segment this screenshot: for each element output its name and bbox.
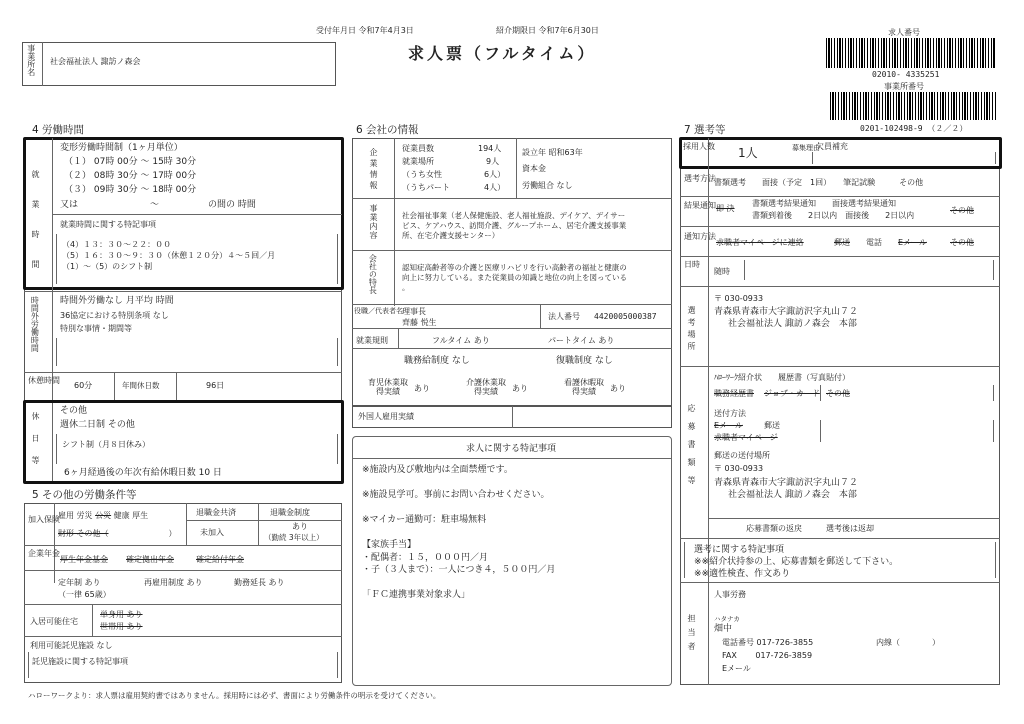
footer-note: ハローワークより：求人票は雇用契約書ではありません。採用時には必ず、書面により労働条件の明示を受けてください。 — [28, 691, 441, 700]
notify-mypage: 求職者マイページに連絡 — [716, 238, 804, 247]
childcare: 利用可能託児施設 なし — [30, 641, 113, 650]
send-email: Eメール — [714, 421, 743, 430]
shift-between: の間の 時間 — [208, 200, 256, 210]
docs-other: その他 — [826, 389, 850, 398]
send-destination: 郵送の送付場所 — [714, 451, 770, 460]
hours-special-title: 就業時間に関する特記事項 — [60, 220, 156, 229]
shift-3: （３） 09時 30分 〜 18時 00分 — [64, 185, 197, 195]
selection-special-2: ※※適性検査、作文あり — [694, 569, 791, 579]
pension-item-2: 確定拠出年金 — [126, 555, 174, 564]
capital: 資本金 — [522, 164, 546, 173]
company-row-4-label: （うちパート — [402, 183, 450, 192]
job-special-line — [362, 577, 555, 590]
office-number: 0201-102498-9 （２／２） — [860, 124, 968, 133]
representative-title: 理事長 — [402, 307, 426, 316]
retirement-note: （勤続 3年以上） — [264, 533, 324, 542]
job-special-lines — [362, 464, 555, 602]
send-address: 青森県青森市大字諏訪沢字丸山７２ — [714, 478, 859, 488]
care-leave-value: あり — [512, 384, 528, 393]
feature-1: 認知症高齢者等の介護と医療リハビリを行い高齢者の福祉と健康の — [402, 263, 627, 272]
docs-return: 応募書類の返戻 選考後は返却 — [746, 524, 874, 533]
received-date: 受付年月日 令和7年4月3日 — [316, 26, 414, 35]
company-row-4-value: 4人） — [484, 183, 506, 192]
office-number-barcode — [830, 92, 996, 120]
method-label: 選考方法 — [684, 174, 716, 183]
contact-extension: 内線（ ） — [876, 638, 940, 647]
overtime-agreement: 36協定における特別条項 なし — [60, 311, 169, 320]
retirement-age-detail: （一律 65歳） — [58, 590, 111, 599]
docs-career: 職務経歴書 — [714, 389, 754, 398]
contact-name: 畑中 — [714, 624, 733, 634]
send-mypage: 求職者マイページ — [714, 433, 778, 442]
contact-label: 担当者 — [687, 614, 696, 656]
notify-mail: 郵送 — [834, 238, 850, 247]
section-5-title: 5 その他の労働条件等 — [32, 489, 137, 501]
annual-holidays-label: 年間休日数 — [122, 381, 160, 390]
office-name: 社会福祉法人 諏訪ノ森会 — [50, 57, 141, 66]
insurance-line1: 雇用 労災 公災 健康 厚生 — [58, 511, 149, 520]
docs-jobcard: ジョブ・カード — [764, 389, 820, 398]
job-number-label: 求人番号 — [888, 28, 920, 37]
job-number-barcode — [826, 38, 996, 68]
send-zip: 〒 030-0933 — [714, 464, 764, 473]
section-7-title: 7 選考等 — [684, 124, 726, 136]
work-system: 変形労働時間制（1ヶ月単位） — [60, 143, 183, 153]
business-1: 社会福祉事業（老人保健施設、老人福祉施設、デイケア、デイサー — [402, 211, 626, 220]
feature-label: 会社の特長 — [368, 254, 378, 294]
page-title: 求人票（フルタイム） — [408, 44, 597, 63]
rehire: 再雇用制度 あり — [144, 578, 203, 587]
holiday-note: シフト制（月８日休み） — [62, 440, 150, 449]
representative-name: 齊藤 悦生 — [402, 318, 437, 327]
rules-label: 就業規則 — [356, 336, 388, 345]
company-row-3-value: 6人） — [484, 170, 506, 179]
notify-email: Eメール — [898, 238, 927, 247]
nursing-leave-label: 看護休暇取得実績 — [564, 378, 604, 397]
extension: 勤務延長 あり — [234, 578, 285, 587]
contact-fax: FAX 017-726-3859 — [722, 651, 813, 660]
job-special-line: ※マイカー通勤可：駐車場無料 — [362, 515, 487, 525]
holiday-1: その他 — [60, 406, 88, 416]
shift-2: （２） 08時 30分 〜 17時 00分 — [64, 171, 197, 181]
overtime: 時間外労働なし 月平均 時間 — [60, 296, 174, 306]
shift-1: （１） 07時 00分 〜 15時 30分 — [64, 157, 197, 167]
job-special-line: ※施設見学可。事前にお問い合わせください。 — [362, 490, 550, 500]
place-org: 社会福祉法人 諏訪ノ森会 本部 — [728, 319, 857, 329]
send-org: 社会福祉法人 諏訪ノ森会 本部 — [728, 490, 857, 500]
paid-leave: 6ヶ月経過後の年次有給休暇日数 10 日 — [64, 468, 222, 478]
notify-label: 通知方法 — [684, 232, 716, 241]
contact-kana: ハタナカ — [714, 615, 740, 623]
childcare-leave-value: あり — [414, 384, 430, 393]
pension-item-1: 厚生年金基金 — [60, 555, 108, 564]
union: 労働組合 なし — [522, 181, 573, 190]
job-special-line — [362, 477, 555, 490]
housing-label: 入居可能住宅 — [30, 617, 78, 626]
place-label: 選考場所 — [687, 306, 696, 354]
office-number-label: 事業所番号 — [884, 82, 924, 91]
job-special-line: ・配偶者：１５，０００円／月 — [362, 552, 489, 563]
notify-other: その他 — [950, 238, 974, 247]
date-label: 日時 — [684, 260, 700, 269]
overtime-special: 特別な事情・期間等 — [60, 324, 132, 333]
founded: 設立年 昭和63年 — [522, 148, 583, 157]
break-value: 60分 — [74, 381, 93, 390]
company-row-1-label: 従業員数 — [402, 144, 434, 153]
overtime-label: 時間外労働時間 — [30, 296, 40, 352]
job-special-title: 求人に関する特記事項 — [466, 444, 557, 454]
foreign-employment: 外国人雇用実績 — [358, 412, 414, 421]
company-row-3-label: （うち女性 — [402, 170, 442, 179]
hire-label: 採用人数 — [683, 142, 715, 151]
notify-phone: 電話 — [866, 238, 882, 247]
insurance-line2: 財形 その他（ ） — [58, 529, 177, 538]
company-row-1-value: 194人 — [478, 144, 502, 153]
company-label: 企業情報 — [369, 148, 378, 192]
childcare-note: 託児施設に関する特記事項 — [32, 657, 128, 666]
reason-label: 募集理由 — [792, 144, 820, 152]
company-row-2-label: 就業場所 — [402, 157, 434, 166]
pension-label: 企業年金 — [28, 549, 60, 558]
selection-special-1: ※※紹介状持参の上、応募書類を郵送して下さい。 — [694, 557, 899, 567]
result-immediate: 即 決 — [716, 204, 735, 213]
contact-email: Eメール — [722, 664, 751, 673]
contact-phone: 電話番号 017-726-3855 — [722, 638, 814, 647]
hire-count: 1人 — [738, 146, 758, 160]
job-number: 02010- 4335251 — [872, 70, 940, 79]
annual-holidays-value: 96日 — [206, 381, 225, 390]
business-2: ビス、ケアハウス、訪問介護、グループホーム、居宅介護支援事業 — [402, 221, 627, 230]
holiday-2: 週休二日制 その他 — [60, 420, 135, 430]
rules-full: フルタイム あり — [432, 336, 490, 345]
feature-3: 。 — [402, 283, 410, 292]
docs-label: 応募書類等 — [687, 404, 696, 494]
pension-item-3: 確定給付年金 — [196, 555, 244, 564]
job-special-line — [362, 527, 555, 540]
result-label: 結果通知 — [684, 201, 716, 210]
job-special-line — [362, 502, 555, 515]
reason: 欠員補充 — [816, 142, 848, 151]
retirement-age: 定年制 あり — [58, 578, 101, 587]
result-other: その他 — [950, 206, 974, 215]
company-row-2-value: 9人 — [486, 157, 500, 166]
mutual-aid-label: 退職金共済 — [196, 508, 236, 517]
expiry-date: 紹介期限日 令和7年6月30日 — [496, 26, 599, 35]
representative-label: 役職／代表者名 — [354, 307, 403, 315]
shift-label: 就業時間 — [31, 170, 40, 290]
business-label: 事業内容 — [369, 204, 378, 240]
hours-special-1: （4）１３：３０〜２２：００ — [62, 240, 172, 249]
section-6-title: 6 会社の情報 — [356, 124, 419, 136]
housing-family: 世帯用 あり — [100, 622, 143, 631]
job-special-line: 【家族手当】 — [362, 540, 417, 550]
insurance-label: 加入保険 — [28, 515, 60, 524]
retirement-value: あり — [292, 522, 308, 531]
corporate-number-label: 法人番号 — [548, 312, 580, 321]
place-address: 青森県青森市大字諏訪沢字丸山７２ — [714, 307, 859, 317]
send-mail: 郵送 — [764, 421, 780, 430]
contact-dept: 人事労務 — [714, 590, 746, 599]
result-notice: 書類選考結果通知 面接選考結果通知 — [752, 199, 896, 208]
method: 書類選考 面接（予定 1回） 筆記試験 その他 — [714, 178, 924, 187]
shift-or-tilde: 〜 — [150, 200, 160, 210]
hours-special-2: （5）１６：３０〜９：３０（休憩１２０分）４〜５回／月 — [62, 251, 276, 260]
result-timing: 書類到着後 2日以内 面接後 2日以内 — [752, 211, 915, 220]
nursing-leave-value: あり — [610, 384, 626, 393]
rules-part: パートタイム あり — [548, 336, 615, 345]
corporate-number: 4420005000387 — [594, 312, 657, 321]
shift-or: 又は — [60, 200, 79, 210]
office-name-label: 事業所名 — [26, 44, 36, 76]
job-special-line: ・子（３人まで）：一人につき４，５００円／月 — [362, 565, 556, 575]
feature-2: 向上に努力している。また従業員の知識と地位の向上を図っている — [402, 273, 627, 282]
childcare-leave-label: 育児休業取得実績 — [368, 378, 408, 397]
business-3: 所、在宅介護支援センター） — [402, 231, 500, 240]
send-label: 送付方法 — [714, 409, 746, 418]
care-leave-label: 介護休業取得実績 — [466, 378, 506, 397]
date-value: 随時 — [714, 267, 730, 276]
section-4-title: 4 労働時間 — [32, 124, 85, 136]
job-special-line: 「ＦＣ連携事業対象求人」 — [362, 590, 471, 600]
hours-special-3: （1）〜（5）のシフト制 — [62, 262, 153, 271]
place-zip: 〒 030-0933 — [714, 294, 764, 303]
job-special-line: ※施設内及び敷地内は全面禁煙です。 — [362, 465, 513, 475]
mutual-aid-value: 未加入 — [200, 528, 224, 537]
holiday-label: 休日等 — [31, 412, 40, 478]
reinstatement: 復職制度 なし — [556, 356, 613, 366]
retirement-label: 退職金制度 — [270, 508, 310, 517]
docs-line1: ﾊﾛｰﾜｰｸ紹介状 履歴書（写真貼付） — [714, 373, 850, 382]
housing-single: 単身用 あり — [100, 610, 143, 619]
job-grade: 職務給制度 なし — [404, 356, 470, 366]
selection-special-title: 選考に関する特記事項 — [694, 545, 785, 555]
break-label: 休憩時間 — [28, 376, 60, 385]
